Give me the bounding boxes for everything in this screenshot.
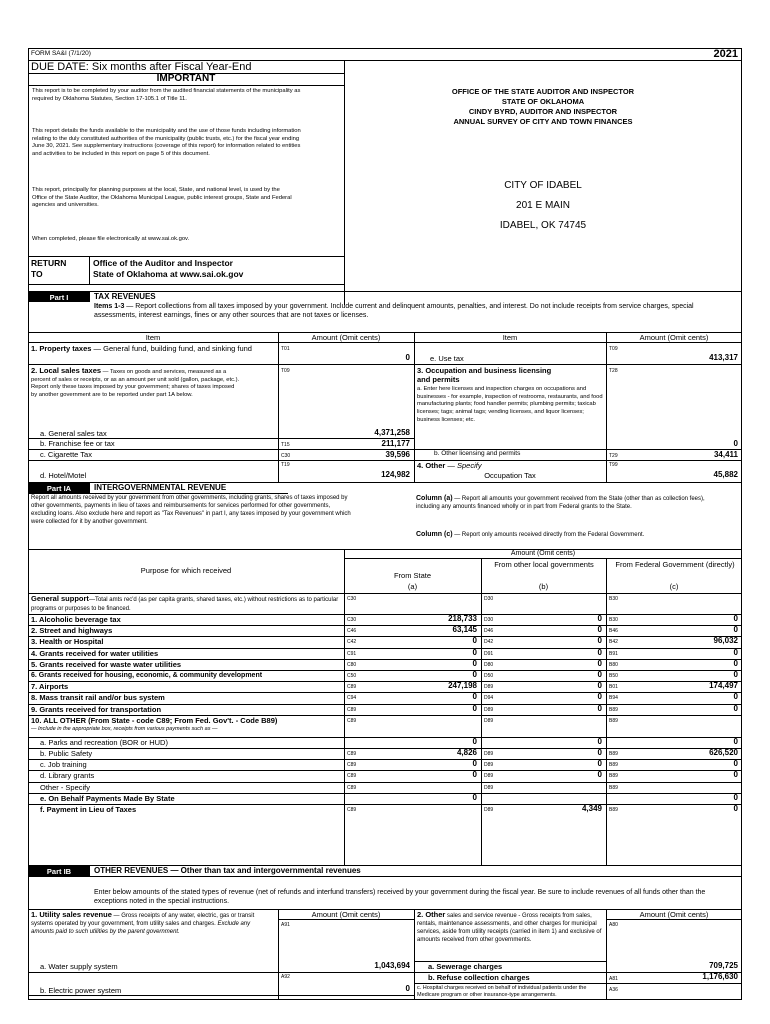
from-state-value[interactable]: 247,198	[448, 681, 477, 691]
intergov-row-label: 1. Alcoholic beverage tax	[31, 615, 121, 624]
part-1-amount-header: Amount (Omit cents)	[311, 333, 381, 342]
other-licensing-code: T29	[609, 453, 618, 459]
from-local-code: D89	[484, 807, 494, 813]
from-state-value[interactable]: 0	[472, 736, 477, 746]
from-federal-code: B80	[609, 661, 618, 668]
occupation-licensing-description: a. Enter here licenses and inspection charges on occupations and businesses - for example, inspection of restrooms, restaurants, and food manufacturing plants; food handler permits; plumbing permits; taxicab licenses; tags; animal tags; vending licenses, and liquor licenses; business licenses; etc.	[417, 386, 603, 423]
from-state-value[interactable]: 0	[472, 647, 477, 657]
intergov-row-label: d. Library grants	[40, 771, 95, 781]
from-federal-value[interactable]: 96,032	[713, 636, 738, 646]
from-local-value[interactable]: 0	[597, 748, 602, 757]
electric-value[interactable]: 0	[405, 984, 410, 993]
general-support-label: General support—Total amts rec'd (as per capita grants, shared taxes, etc.) without restrictions as to particular programs or purposes to be financed.	[31, 594, 339, 612]
return-website: State of Oklahoma at www.sai.ok.gov	[93, 269, 244, 279]
from-federal-value[interactable]: 0	[733, 770, 738, 780]
hospital-charges-label: c. Hospital charges received on behalf of individual patients under the Medicare program or other insurance-type arrangements.	[417, 985, 587, 999]
intergov-row-label: e. On Behalf Payments Made By State	[40, 793, 175, 803]
from-state-code: C46	[347, 628, 357, 635]
from-local-code: D89	[484, 784, 494, 791]
franchise-fee-value[interactable]: 211,177	[381, 439, 410, 448]
purpose-header: Purpose for which received	[140, 566, 232, 575]
from-federal-value[interactable]: 0	[733, 625, 738, 635]
from-federal-code: B89	[609, 762, 618, 769]
intergov-row-label: c. Job training	[40, 760, 87, 770]
other-sales-label: 2. Other sales and service revenue - Gross receipts from sales, rentals, maintenance assessments, and other charges for municipal services, aside from utility receipts (carried in item 1) and exclusive of amounts received from other governments.	[417, 910, 602, 944]
property-taxes-label: 1. Property taxes — General fund, building fund, and sinking fund	[31, 344, 252, 353]
from-state-code: C89	[347, 717, 357, 724]
refuse-value[interactable]: 1,176,630	[702, 972, 738, 981]
water-supply-label: a. Water supply system	[40, 962, 118, 971]
from-local-value[interactable]: 0	[597, 692, 602, 702]
from-local-value[interactable]: 0	[597, 636, 602, 646]
from-local-header: From other local governments	[494, 560, 594, 569]
from-federal-value[interactable]: 0	[733, 736, 738, 746]
office-line-4: ANNUAL SURVEY OF CITY AND TOWN FINANCES	[453, 117, 633, 126]
from-local-code: D80	[484, 661, 494, 668]
from-local-value[interactable]: 0	[597, 647, 602, 657]
intergov-row-label: 4. Grants received for water utilities	[31, 648, 159, 658]
from-state-code: C80	[347, 661, 357, 668]
all-other-note: — Include in the appropriate box, receipts from various payments such as —	[31, 725, 218, 732]
part-1-item-header-right: Item	[502, 333, 518, 342]
from-local-code: D89	[484, 684, 494, 691]
from-state-value[interactable]: 0	[472, 658, 477, 668]
intro-paragraph-2: This report details the funds available to the municipality and the use of those funds including information relating to the duly constituted authorities of the municipality (public trusts, etc.) for the fiscal year ending June 30, 2021. See supplementary instructions (coverage of this report) for information related to entities and activities to be included in this report on page 5 of this document.	[32, 128, 301, 157]
office-line-2: STATE OF OKLAHOMA	[501, 97, 585, 106]
occupation-licensing-label: 3. Occupation and business licensing and permits	[417, 366, 552, 385]
cigarette-tax-code: C30	[281, 453, 291, 459]
intergov-row-label: 7. Airports	[31, 682, 69, 692]
intergov-row-label: b. Public Safety	[40, 749, 93, 758]
part-1a-title: INTERGOVERNMENTAL REVENUE	[94, 483, 227, 492]
form-id: FORM SA&I (7/1/20)	[31, 50, 91, 57]
column-c-instructions: Column (c) — Report only amounts received directly from the Federal Government.	[416, 531, 645, 538]
from-state-value[interactable]: 218,733	[448, 614, 477, 623]
intro-paragraph-1: This report is to be completed by your auditor from the audited financial statements of the municipality as required by Oklahoma Statutes, Section 17-105.1 of Title 11.	[32, 88, 301, 102]
from-federal-code: B89	[609, 706, 618, 713]
part-1-amount-header-right: Amount (Omit cents)	[639, 333, 709, 342]
intergov-row-label: f. Payment in Lieu of Taxes	[40, 805, 137, 814]
refuse-code: A81	[609, 976, 618, 982]
other-sales-code: A80	[609, 922, 618, 928]
from-local-value[interactable]: 0	[597, 614, 602, 623]
return-office: Office of the Auditor and Inspector	[93, 258, 233, 268]
local-sales-taxes-code: T09	[281, 368, 290, 374]
from-local-code: D89	[484, 751, 494, 757]
from-local-value[interactable]: 4,349	[581, 804, 602, 813]
from-state-code: C89	[347, 807, 357, 813]
from-local-value[interactable]: 0	[597, 770, 602, 780]
column-a-instructions: Column (a) — Report all amounts your government received from the State (other than as collection fees), including any amounts financed wholly or in part from Federal grants to the State.	[416, 495, 705, 511]
from-state-value[interactable]: 0	[472, 770, 477, 780]
from-state-value[interactable]: 63,145	[452, 625, 477, 635]
part-1-tag: Part I	[28, 292, 90, 302]
from-state-value[interactable]: 0	[472, 759, 477, 769]
other-tax-value[interactable]: 45,882	[713, 470, 738, 479]
from-federal-value[interactable]: 0	[733, 804, 738, 813]
part-1b-title: OTHER REVENUES — Other than tax and intergovernmental revenues	[94, 866, 361, 875]
hotel-motel-code: T19	[281, 462, 290, 468]
from-federal-value[interactable]: 0	[733, 759, 738, 769]
use-tax-value[interactable]: 413,317	[709, 353, 738, 362]
part-1a-instructions: Report all amounts received by your government from other governments, including grants, shares of taxes imposed by other governments, payments in lieu of taxes and reimbursements for services performed for other governments, excluding loans. Also exclude here and report as "Tax Revenues" in part I, any taxes imposed by your government which were collected for it by another government.	[31, 495, 351, 526]
from-federal-value[interactable]: 174,497	[709, 681, 738, 691]
from-local-code: D89	[484, 762, 494, 769]
utility-amount-header: Amount (Omit cents)	[311, 910, 381, 919]
from-state-code: C94	[347, 695, 357, 702]
from-federal-value[interactable]: 0	[733, 670, 738, 679]
refuse-label: b. Refuse collection charges	[428, 973, 530, 982]
occupation-licensing-code: T28	[609, 368, 618, 374]
general-support-code-c: B30	[609, 596, 618, 602]
from-state-value[interactable]: 0	[472, 636, 477, 646]
from-federal-value[interactable]: 0	[733, 658, 738, 668]
franchise-fee-code: T15	[281, 442, 290, 448]
part-1a-amount-header: Amount (Omit cents)	[510, 550, 576, 557]
from-local-code: D30	[484, 617, 494, 623]
from-federal-code: B01	[609, 684, 618, 691]
from-local-value[interactable]: 0	[597, 625, 602, 635]
use-tax-code: T09	[609, 346, 618, 352]
intergov-row-label: 3. Health or Hospital	[31, 637, 104, 647]
from-federal-code: B89	[609, 751, 618, 757]
city-name: CITY OF IDABEL	[504, 180, 582, 191]
from-state-code: C91	[347, 650, 357, 657]
intergov-row-label: 8. Mass transit rail and/or bus system	[31, 693, 165, 703]
general-support-code-a: C30	[347, 596, 357, 602]
from-state-value[interactable]: 0	[472, 692, 477, 702]
part-1b-instructions: Enter below amounts of the stated types of revenue (net of refunds and interfund transfers) received by your government during the fiscal year. Be sure to include revenues of all funds other than the exceptions noted in the special instructions.	[94, 889, 706, 905]
part-1a-tag: Part IA	[28, 483, 90, 493]
intergov-row-label: 2. Street and highways	[31, 626, 113, 636]
cigarette-tax-value[interactable]: 39,596	[385, 450, 410, 459]
from-local-value[interactable]: 0	[597, 759, 602, 769]
water-supply-value[interactable]: 1,043,694	[374, 961, 410, 970]
form-year: 2021	[713, 48, 738, 60]
from-state-code: C89	[347, 784, 357, 791]
from-state-value[interactable]: 0	[472, 792, 477, 802]
property-taxes-value[interactable]: 0	[405, 353, 410, 362]
intergov-row-label: 10. ALL OTHER (From State - code C89; From Fed. Gov't. - Code B89)	[31, 715, 278, 725]
from-local-value[interactable]: 0	[597, 670, 602, 679]
general-sales-tax-label: a. General sales tax	[40, 429, 107, 438]
from-federal-letter: (c)	[669, 582, 679, 591]
due-date: DUE DATE: Six months after Fiscal Year-End	[31, 61, 252, 73]
city-address: 201 E MAIN	[516, 200, 570, 211]
intergov-row-label: 6. Grants received for housing, economic, & community development	[31, 672, 263, 679]
from-local-code: D89	[484, 717, 494, 724]
from-federal-code: B42	[609, 639, 618, 646]
hotel-motel-label: d. Hotel/Motel	[40, 471, 87, 480]
utility-sales-label: 1. Utility sales revenue — Gross receipts of any water, electric, gas or transit systems operated by your government, from utility sales and charges. Exclude any amounts paid to such utilities by the parent government.	[31, 910, 255, 936]
from-federal-code: B50	[609, 673, 618, 679]
cigarette-tax-label: c. Cigarette Tax	[40, 450, 92, 459]
hospital-charges-code: A36	[609, 987, 618, 993]
other-amount-header: Amount (Omit cents)	[639, 910, 709, 919]
from-state-code: C89	[347, 706, 357, 713]
from-federal-value[interactable]: 0	[733, 614, 738, 623]
general-support-code-b: D30	[484, 596, 494, 602]
part-1-instructions: Items 1-3 — Report collections from all taxes imposed by your government. Include current and delinquent amounts, penalties, and interest. Do not include receipts from service charges, special assessments, interest earnings, fines or any other sources that are not taxes or licenses.	[94, 303, 694, 319]
sewerage-label: a. Sewerage charges	[428, 962, 503, 971]
from-local-letter: (b)	[538, 582, 549, 591]
office-line-1: OFFICE OF THE STATE AUDITOR AND INSPECTOR	[451, 87, 635, 96]
franchise-fee-label: b. Franchise fee or tax	[40, 439, 115, 448]
hotel-motel-value[interactable]: 124,982	[381, 470, 410, 479]
from-state-code: C50	[347, 673, 357, 679]
from-local-value[interactable]: 0	[597, 703, 602, 713]
from-state-code: C42	[347, 639, 357, 646]
from-state-code: C30	[347, 617, 357, 623]
intergov-row-label: Other - Specify	[40, 782, 91, 792]
from-local-code: D91	[484, 650, 494, 657]
return-label: RETURN TO	[31, 258, 67, 280]
from-state-letter: (a)	[407, 582, 418, 591]
intergov-row-label: a. Parks and recreation (BOR or HUD)	[40, 737, 168, 747]
other-licensing-value[interactable]: 34,411	[713, 450, 738, 459]
from-federal-code: B89	[609, 717, 618, 724]
from-local-code: D89	[484, 773, 494, 780]
from-federal-code: B89	[609, 807, 618, 813]
from-federal-value[interactable]: 0	[733, 647, 738, 657]
sewerage-value[interactable]: 709,725	[709, 961, 738, 970]
intro-paragraph-3: This report, principally for planning purposes at the local, State, and national level, is used by the Office of the State Auditor, the Oklahoma Municipal League, public interest groups, State and Federal agencies and universities.	[32, 187, 292, 209]
from-local-value[interactable]: 0	[597, 736, 602, 746]
from-state-code: C89	[347, 684, 357, 691]
electric-label: b. Electric power system	[40, 986, 122, 995]
electric-code: A92	[281, 974, 290, 980]
other-tax-name[interactable]: Occupation Tax	[484, 471, 536, 480]
from-local-code: D94	[484, 695, 494, 702]
from-local-code: D50	[484, 673, 494, 679]
from-local-code: D42	[484, 639, 494, 646]
other-tax-label: 4. Other — Specify	[417, 461, 482, 470]
part-1-title: TAX REVENUES	[94, 292, 156, 301]
from-state-code: C89	[347, 773, 357, 780]
from-federal-code: B30	[609, 617, 618, 623]
from-federal-value[interactable]: 0	[733, 692, 738, 702]
from-local-value[interactable]: 0	[597, 658, 602, 668]
from-local-code: D89	[484, 706, 494, 713]
other-licensing-label: b. Other licensing and permits	[434, 450, 521, 457]
from-federal-value[interactable]: 626,520	[709, 748, 738, 757]
from-local-code: D46	[484, 628, 494, 635]
important-heading: IMPORTANT	[156, 73, 216, 84]
form-page	[28, 48, 742, 1000]
property-taxes-code: T01	[281, 346, 290, 352]
from-federal-value[interactable]: 0	[733, 703, 738, 713]
from-federal-code: B94	[609, 695, 618, 702]
utility-code: A91	[281, 922, 290, 928]
general-sales-tax-value[interactable]: 4,371,258	[374, 428, 410, 437]
from-federal-code: B46	[609, 628, 618, 635]
from-local-value[interactable]: 0	[597, 681, 602, 691]
from-state-value[interactable]: 0	[472, 703, 477, 713]
intro-paragraph-4: When completed, please file electronically at www.sai.ok.gov.	[32, 236, 190, 242]
from-state-value[interactable]: 4,826	[456, 748, 477, 757]
from-federal-header: From Federal Government (directly)	[615, 560, 735, 569]
local-sales-taxes-label: 2. Local sales taxes — Taxes on goods and services, measured as a percent of sales or receipts, or as an amount per unit sold (gallon, package, etc.). Report only these taxes imposed by your government; shares of taxes imposed by another government are to be reported under part 1A below.	[31, 366, 240, 398]
occupation-licensing-value[interactable]: 0	[733, 439, 738, 448]
city-state-zip: IDABEL, OK 74745	[499, 220, 587, 231]
from-federal-code: B89	[609, 784, 618, 791]
from-federal-code: B89	[609, 773, 618, 780]
from-federal-code: B91	[609, 650, 618, 657]
part-1-item-header: Item	[145, 333, 161, 342]
from-state-code: C89	[347, 751, 357, 757]
other-tax-code: T99	[609, 462, 618, 468]
office-line-3: CINDY BYRD, AUDITOR AND INSPECTOR	[468, 107, 618, 116]
from-state-value[interactable]: 0	[472, 670, 477, 679]
use-tax-label: e. Use tax	[430, 354, 464, 363]
intergov-row-label: 9. Grants received for transportation	[31, 704, 162, 714]
part-1b-tag: Part IB	[28, 866, 90, 876]
intergov-row-label: 5. Grants received for waste water utilities	[31, 659, 182, 669]
from-state-code: C89	[347, 762, 357, 769]
from-state-header: From State	[393, 571, 432, 580]
from-federal-value[interactable]: 0	[733, 792, 738, 802]
